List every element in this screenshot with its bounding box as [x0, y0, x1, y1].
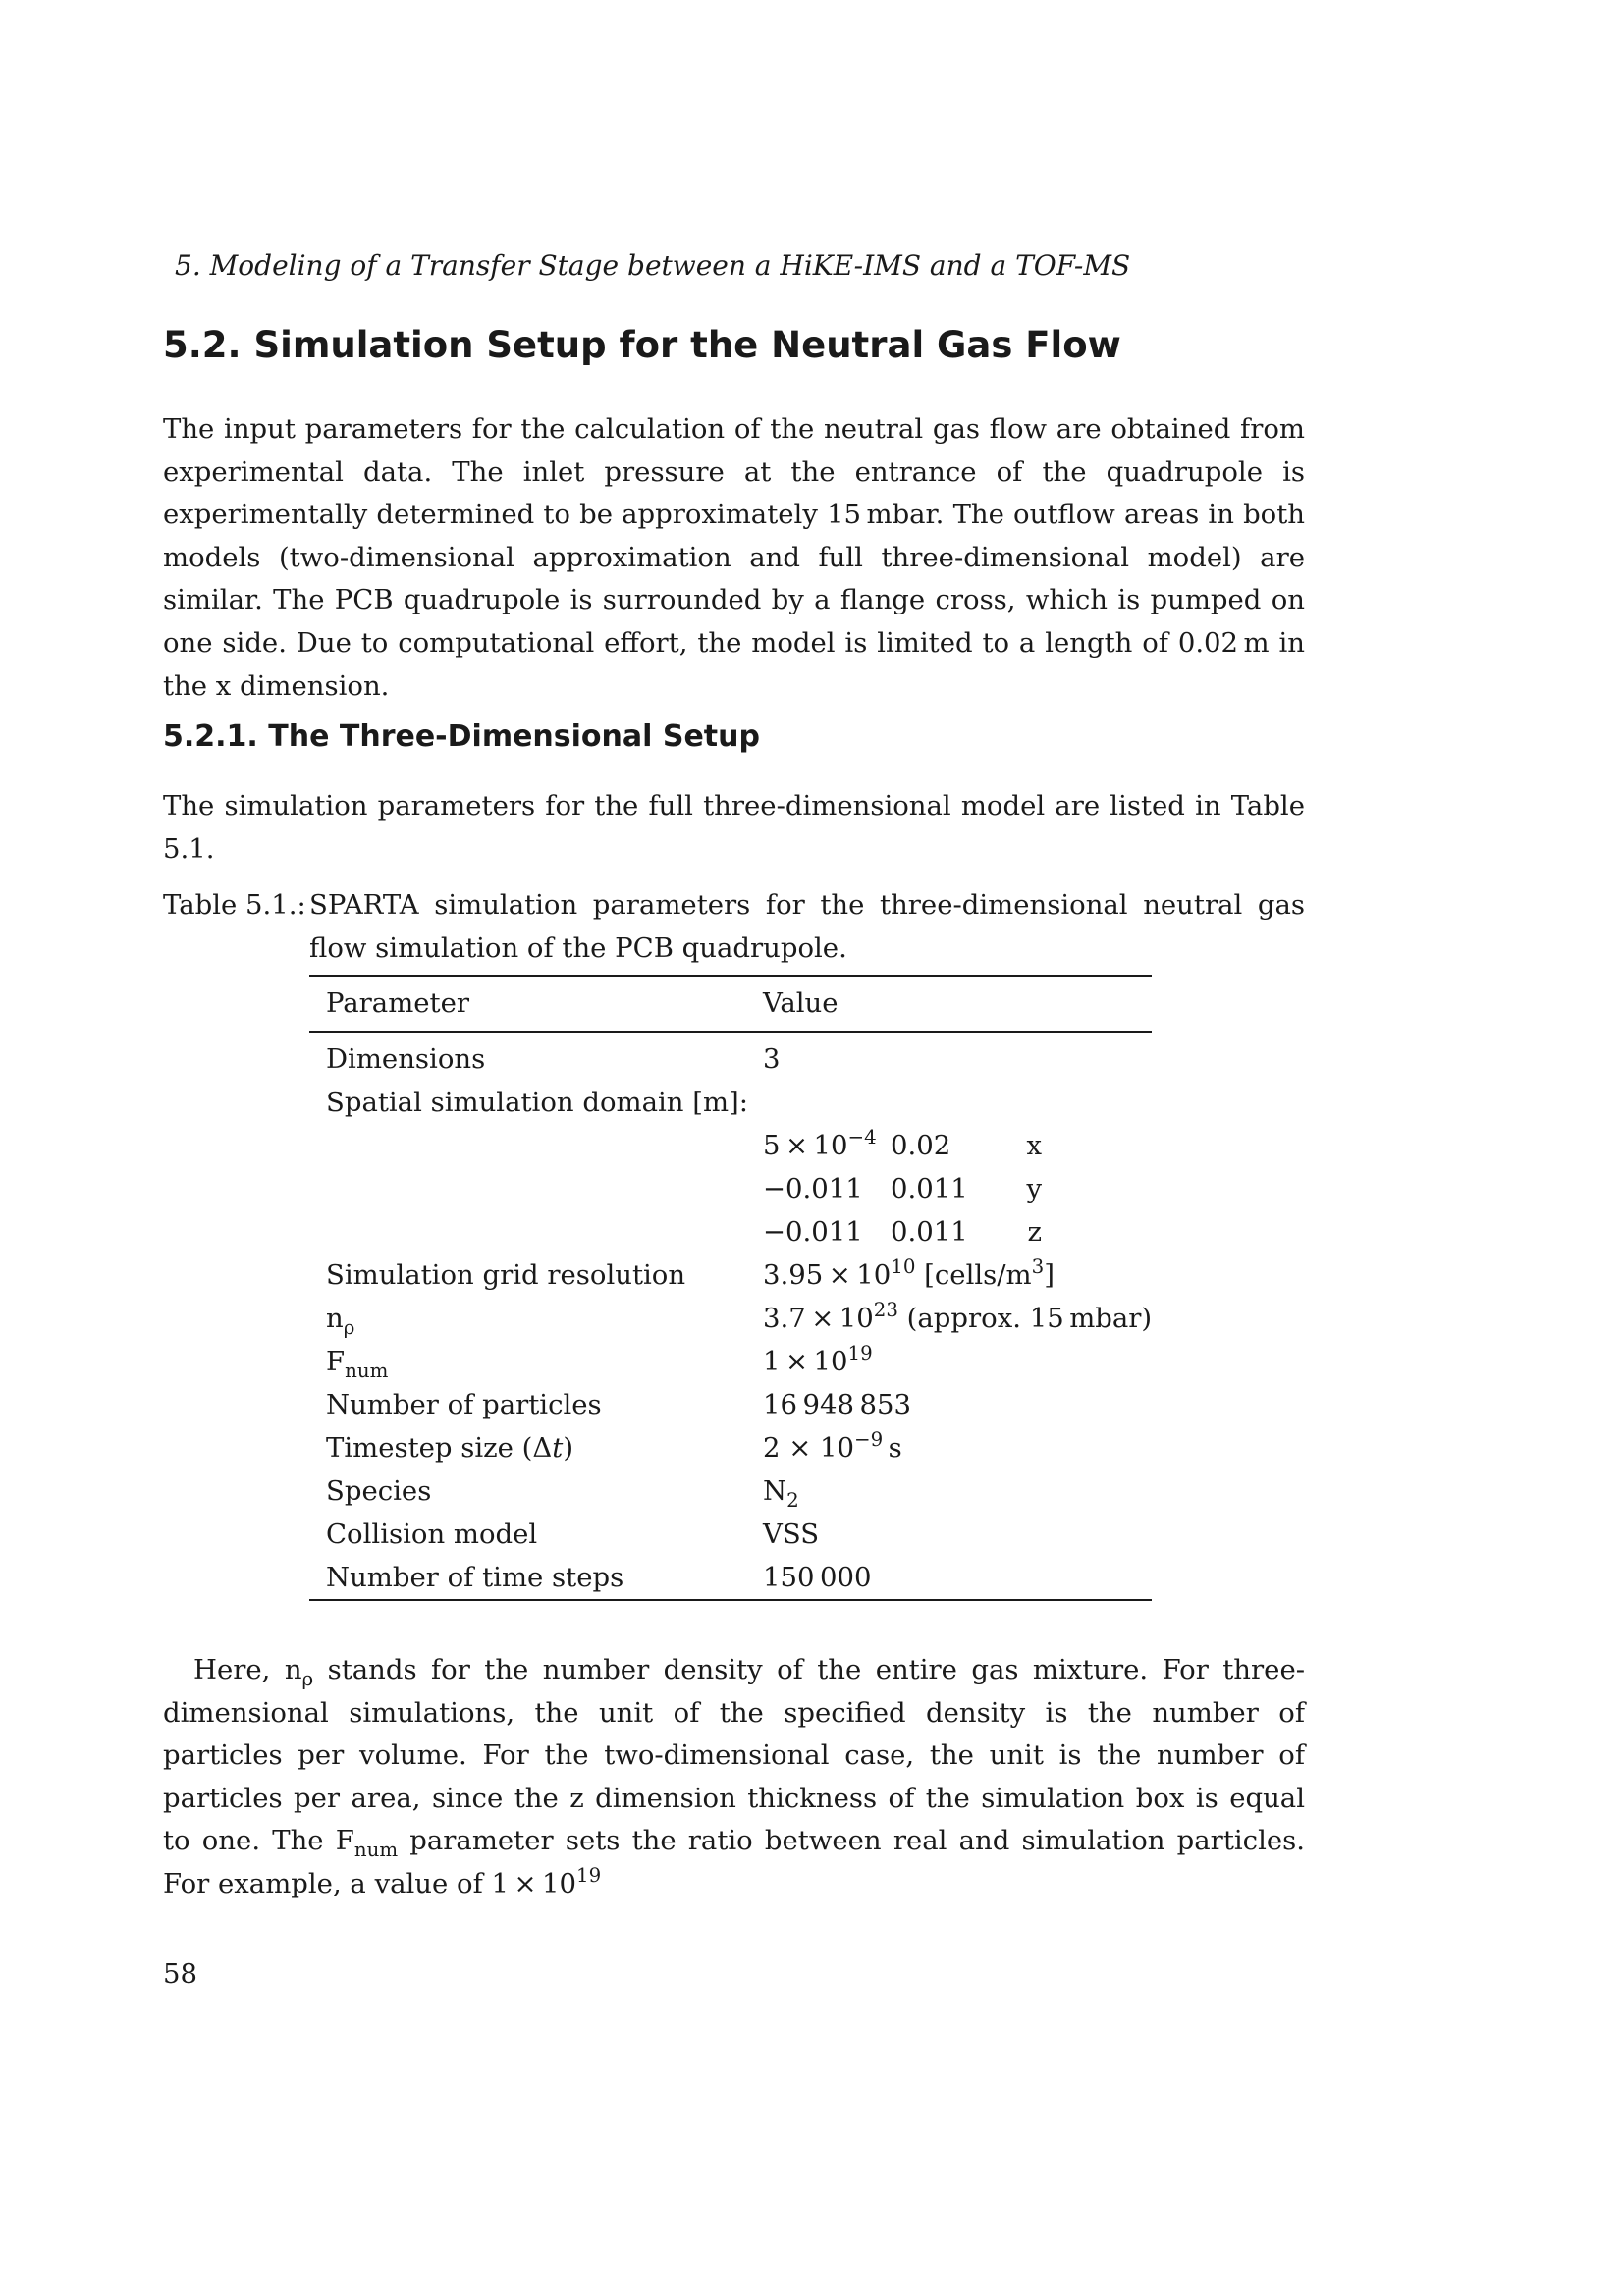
domain-min: $5 \times 10^{-4}$ [763, 1126, 877, 1161]
param-label: Collision model [326, 1519, 538, 1550]
subsection-title: 5.2.1. The Three-Dimensional Setup [163, 720, 760, 754]
axis-label: y [1026, 1173, 1042, 1204]
param-value: $3.7 \times 10^{23}$ (approx. 15 mbar) [763, 1299, 1153, 1334]
domain-min: −0.011 [763, 1173, 863, 1204]
param-value: $3.95 \times 10^{10}$ $[cells/m^3]$ [763, 1255, 1055, 1291]
header-parameter: Parameter [326, 988, 470, 1019]
table-row-dimensions [309, 1038, 1152, 1081]
param-label: Spatial simulation domain [m]: [326, 1087, 749, 1118]
param-label: Number of time steps [326, 1562, 624, 1593]
table-row-fnum [309, 1340, 1152, 1383]
param-label: Simulation grid resolution [326, 1259, 686, 1291]
param-value: VSS [763, 1519, 820, 1550]
param-value: $N_2$ [763, 1475, 799, 1512]
caption-label: Table 5.1.: [163, 889, 306, 921]
page-number: 58 [163, 1958, 197, 1990]
header-value: Value [763, 988, 839, 1019]
table-row-species [309, 1469, 1152, 1513]
param-label: Number of particles [326, 1389, 602, 1420]
table-row-particles [309, 1383, 1152, 1426]
caption-text: SPARTA simulation parameters for the three-dimensional neutral gas flow simulation of the PCB quadrupole. [309, 889, 1305, 964]
param-label: Timestep size (Δt) [326, 1432, 574, 1464]
table-row-steps [309, 1556, 1152, 1599]
axis-label: z [1027, 1216, 1042, 1248]
subsection-paragraph: The simulation parameters for the full three-dimensional model are listed in Table 5.1. [163, 790, 1305, 865]
param-label: $F_{num}$ [326, 1346, 389, 1382]
table-row-timestep [309, 1426, 1152, 1469]
table-row-collision [309, 1513, 1152, 1556]
domain-max: 0.011 [891, 1173, 968, 1204]
param-label: $n_\rho$ [326, 1303, 355, 1339]
param-value: 3 [763, 1043, 781, 1075]
param-value: 150 000 [763, 1562, 872, 1593]
axis-label: x [1026, 1130, 1042, 1161]
closing-paragraph: Here, $n_\rho$ stands for the number density of the entire gas mixture. For three-dimensional simulations, the unit of the specified density is the number of particles per volume. For the two-dimensional case, the unit is the number of particles per area, since the z dimension thickness of the simulation box is equal to one. The $F_{num}$ parameter sets the ratio between real and simulation particles. For example, a value of $1 \times 10^{19}$ [163, 1654, 1306, 1899]
param-value: $2 \times 10^{-9}$ s [763, 1428, 902, 1464]
table-mid-rule [309, 1031, 1152, 1033]
param-label: Dimensions [326, 1043, 486, 1075]
domain-max: 0.02 [891, 1130, 951, 1161]
table-bottom-rule [309, 1599, 1152, 1601]
table-header-row [309, 982, 1152, 1025]
param-value: 16 948 853 [763, 1389, 911, 1420]
table-row-domain-y [309, 1167, 1152, 1210]
param-value: $1 \times 10^{19}$ [763, 1342, 873, 1377]
table-top-rule [309, 975, 1152, 977]
intro-paragraph: The input parameters for the calculation of the neutral gas flow are obtained from experimental data. The inlet pressure at the entrance of the quadrupole is experimentally determined to be approximately 15 mbar. The outflow areas in both models (two-dimensional approximation and full three-dimensional model) are similar. The PCB quadrupole is surrounded by a flange cross, which is pumped on one side. Due to computational effort, the model is limited to a length of 0.02 m in the x dimension. [163, 413, 1305, 702]
domain-min: −0.011 [763, 1216, 863, 1248]
table-row-domain-z [309, 1210, 1152, 1254]
table-row-domain [309, 1081, 1152, 1124]
domain-max: 0.011 [891, 1216, 968, 1248]
table-row-domain-x [309, 1124, 1152, 1167]
running-head: 5. Modeling of a Transfer Stage between a HiKE-IMS and a TOF-MS [175, 249, 1131, 282]
table-row-grid [309, 1254, 1152, 1297]
table-row-density [309, 1297, 1152, 1340]
param-label: Species [326, 1475, 432, 1507]
section-title: 5.2. Simulation Setup for the Neutral Gas Flow [163, 324, 1121, 366]
